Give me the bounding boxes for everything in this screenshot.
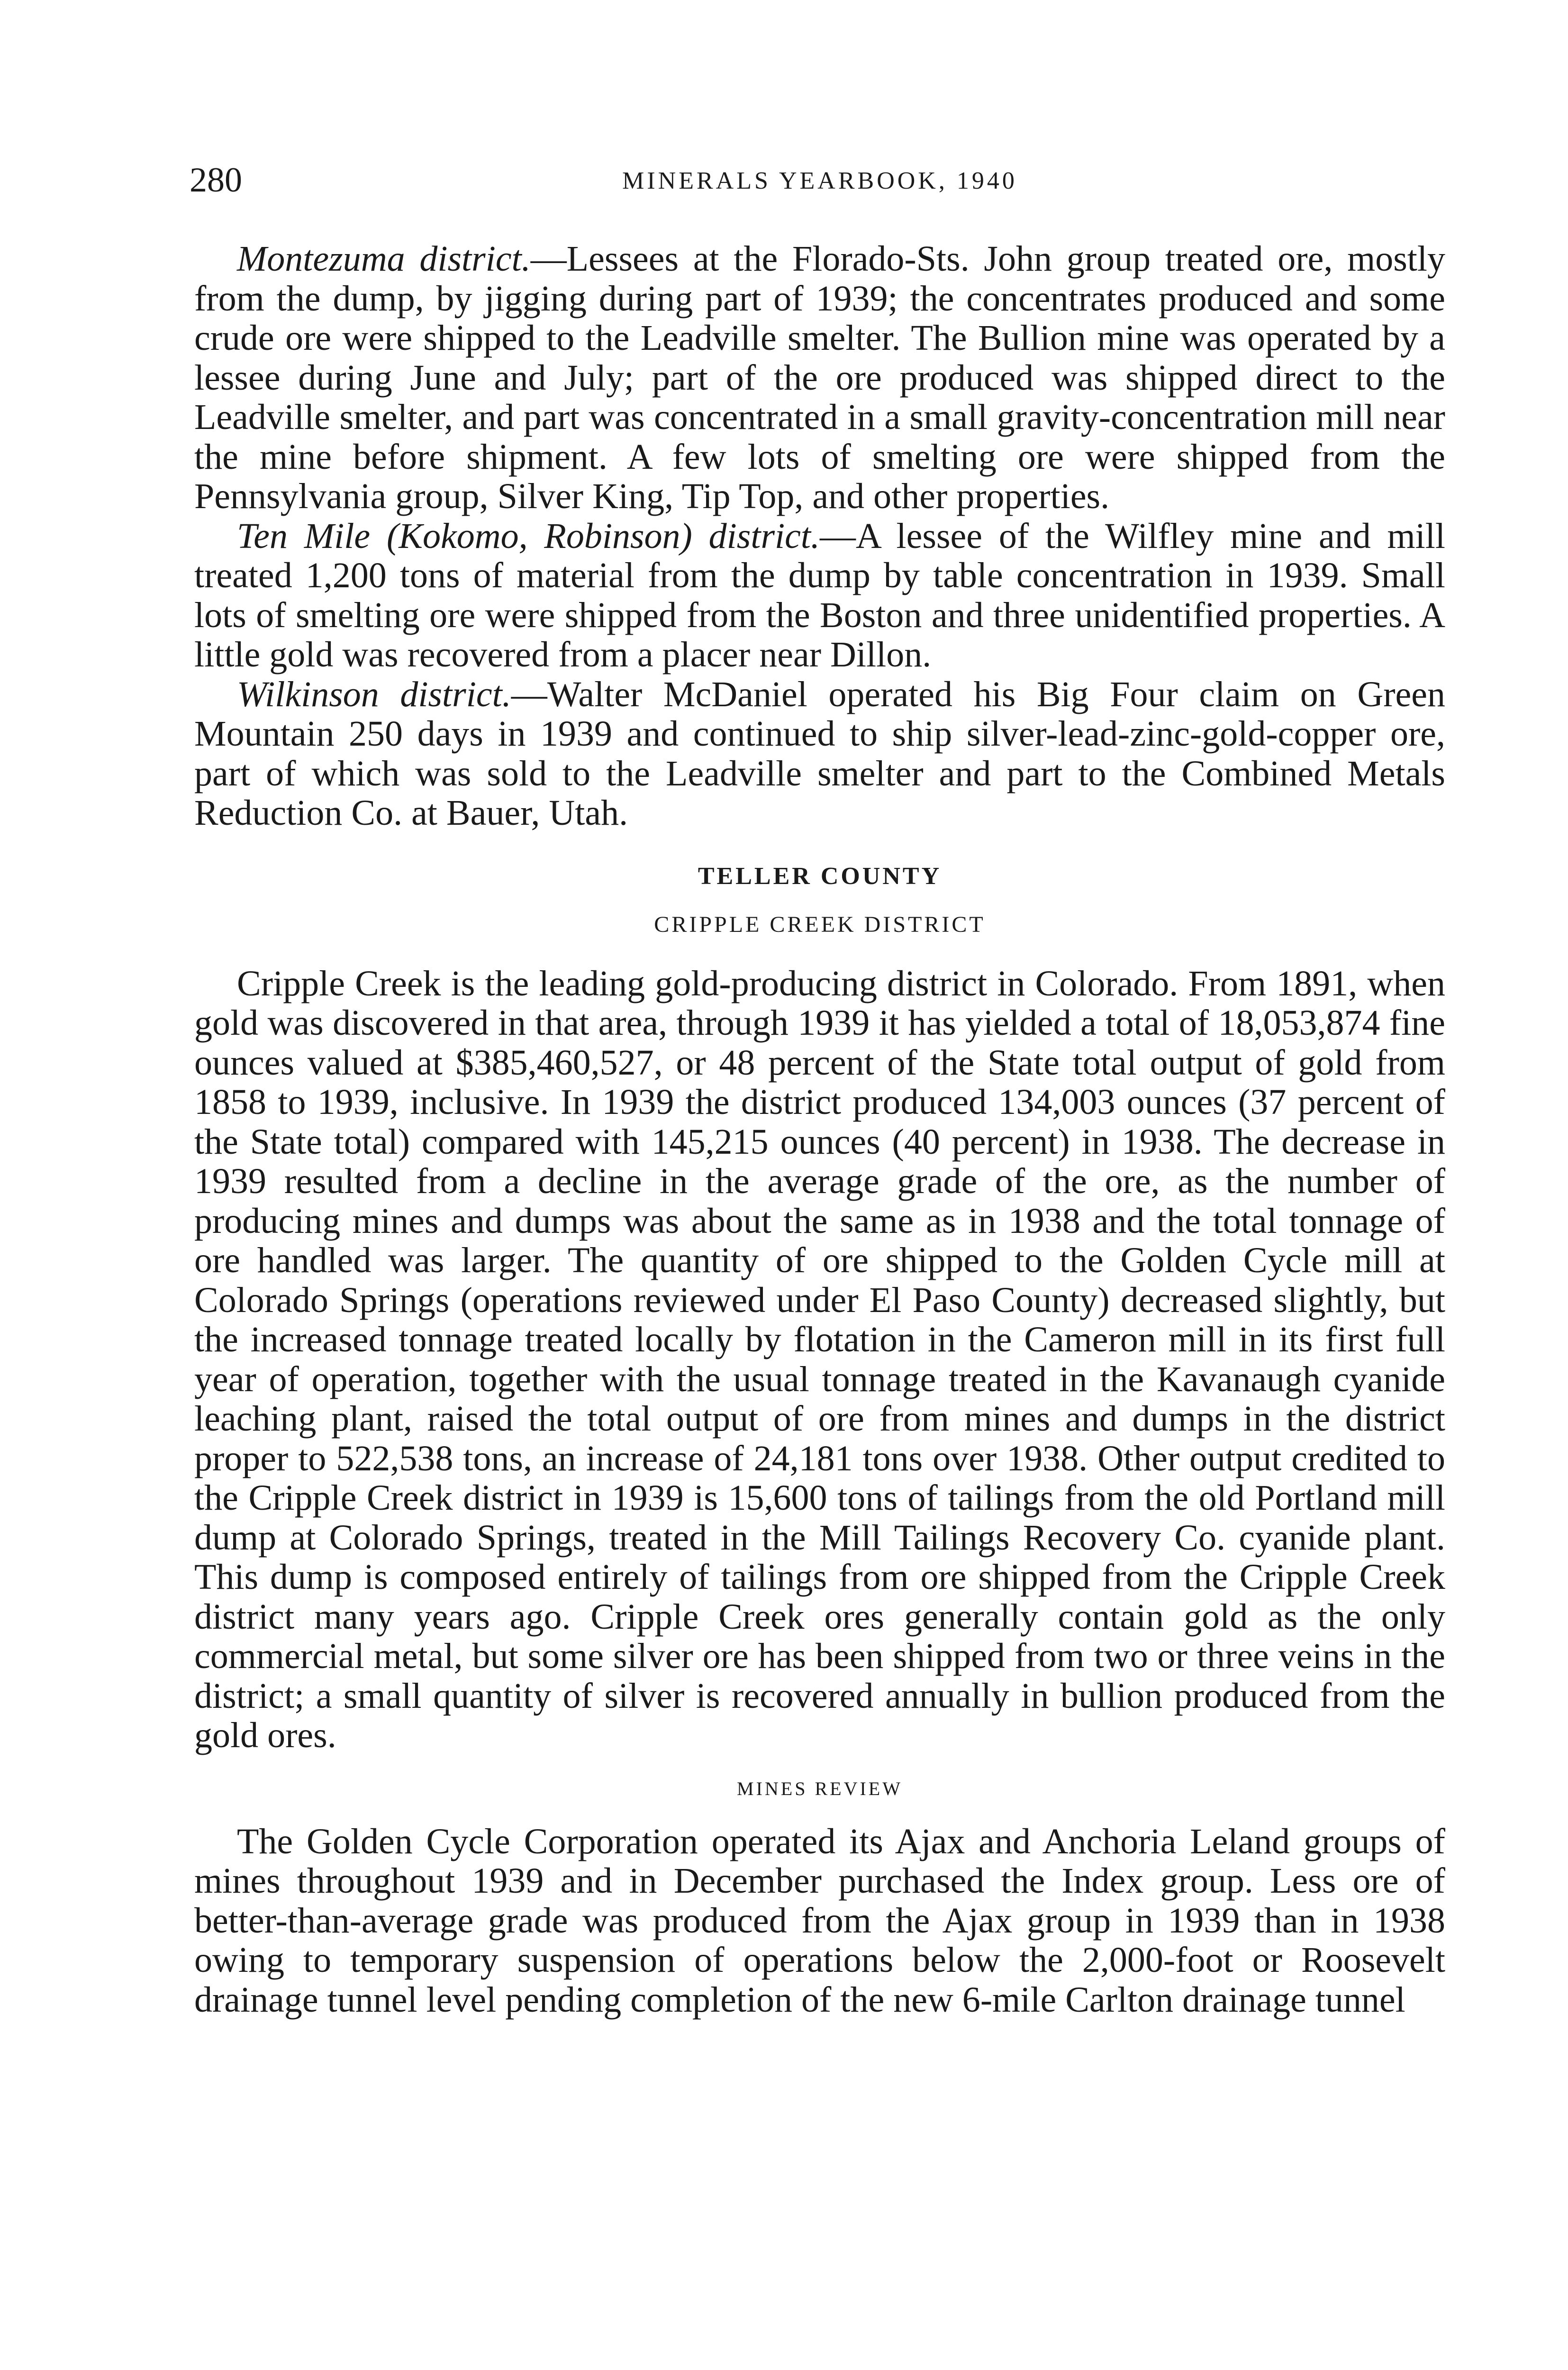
paragraph-montezuma-district xyxy=(194,239,1445,517)
district-title-wilkinson: Wilkinson district. xyxy=(237,674,511,714)
paragraph-cripple-creek: Cripple Creek is the leading gold-producing district in Colorado. From 1891, when gold was discovered in that area, through 1939 it has yielded a total of 18,053,874 fine ounces valued at $385,460,527, or 48 percent of the State total output of gold from 1858 to 1939, inclusive. In 1939 the district produced 134,003 ounces (37 percent of the State total) compared with 145,215 ounces (40 percent) in 1938. The decrease in 1939 resulted from a decline in the average grade of the ore, as the number of producing mines and dumps was about the same as in 1938 and the total tonnage of ore handled was larger. The quantity of ore shipped to the Golden Cycle mill at Colorado Springs (operations reviewed under El Paso County) decreased slightly, but the increased tonnage treated locally by flotation in the Cameron mill in its first full year of operation, together with the usual tonnage treated in the Kavanaugh cyanide leaching plant, raised the total output of ore from mines and dumps in the district proper to 522,538 tons, an increase of 24,181 tons over 1938. Other output credited to the Cripple Creek district in 1939 is 15,600 tons of tailings from the old Portland mill dump at Colorado Springs, treated in the Mill Tailings Recovery Co. cyanide plant. This dump is composed entirely of tailings from ore shipped from the Cripple Creek district many years ago. Cripple Creek ores generally contain gold as the only commercial metal, but some silver ore has been shipped from two or three veins in the district; a small quantity of silver is recovered annually in bullion produced from the gold ores. xyxy=(194,963,1445,1755)
paragraph-mines-review: The Golden Cycle Corporation operated its Ajax and Anchoria Leland groups of mines throughout 1939 and in December purchased the Index group. Less ore of better-than-average grade was produced from the Ajax group in 1939 than in 1938 owing to temporary suspension of operations below the 2,000-foot or Roosevelt drainage tunnel level pending completion of the new 6-mile Carlton drainage tunnel xyxy=(194,1821,1445,2020)
paragraph-wilkinson-district xyxy=(194,675,1445,833)
page-number: 280 xyxy=(190,161,242,200)
section-heading-mines-review: MINES REVIEW xyxy=(737,1778,903,1799)
paragraph-text-montezuma: —Lessees at the Florado-Sts. John group treated ore, mostly from the dump, by jigging during part of 1939; the concentrates produced and some crude ore were shipped to the Leadville smelter. The Bullion mine was operated by a lessee during June and July; part of the ore produced was shipped direct to the Leadville smelter, and part was concentrated in a small gravity-concentration mill near the mine before shipment. A few lots of smelting ore were shipped from the Pennsylvania group, Silver King, Tip Top, and other properties. xyxy=(194,239,1445,516)
district-title-ten-mile: Ten Mile (Kokomo, Robinson) district. xyxy=(237,516,820,556)
section-heading-teller-county: TELLER COUNTY xyxy=(698,862,942,890)
paragraph-ten-mile-district xyxy=(194,517,1445,675)
paragraph-text-wilkinson: —Walter McDaniel operated his Big Four claim on Green Mountain 250 days in 1939 and continued to ship silver-lead-zinc-gold-copper ore, part of which was sold to the Leadville smelter and part to the Combined Metals Reduction Co. at Bauer, Utah. xyxy=(194,674,1446,833)
paragraph-text-ten-mile: —A lessee of the Wilfley mine and mill treated 1,200 tons of material from the dump by table concentration in 1939. Small lots of smelting ore were shipped from the Boston and three unidentified properties. A little gold was recovered from a placer near Dillon. xyxy=(194,516,1446,675)
district-title-montezuma: Montezuma district. xyxy=(237,239,531,279)
section-heading-cripple-creek-district: CRIPPLE CREEK DISTRICT xyxy=(654,912,986,937)
page-header xyxy=(190,156,1450,213)
body-text xyxy=(194,239,1445,2020)
running-head: MINERALS YEARBOOK, 1940 xyxy=(622,167,1017,194)
